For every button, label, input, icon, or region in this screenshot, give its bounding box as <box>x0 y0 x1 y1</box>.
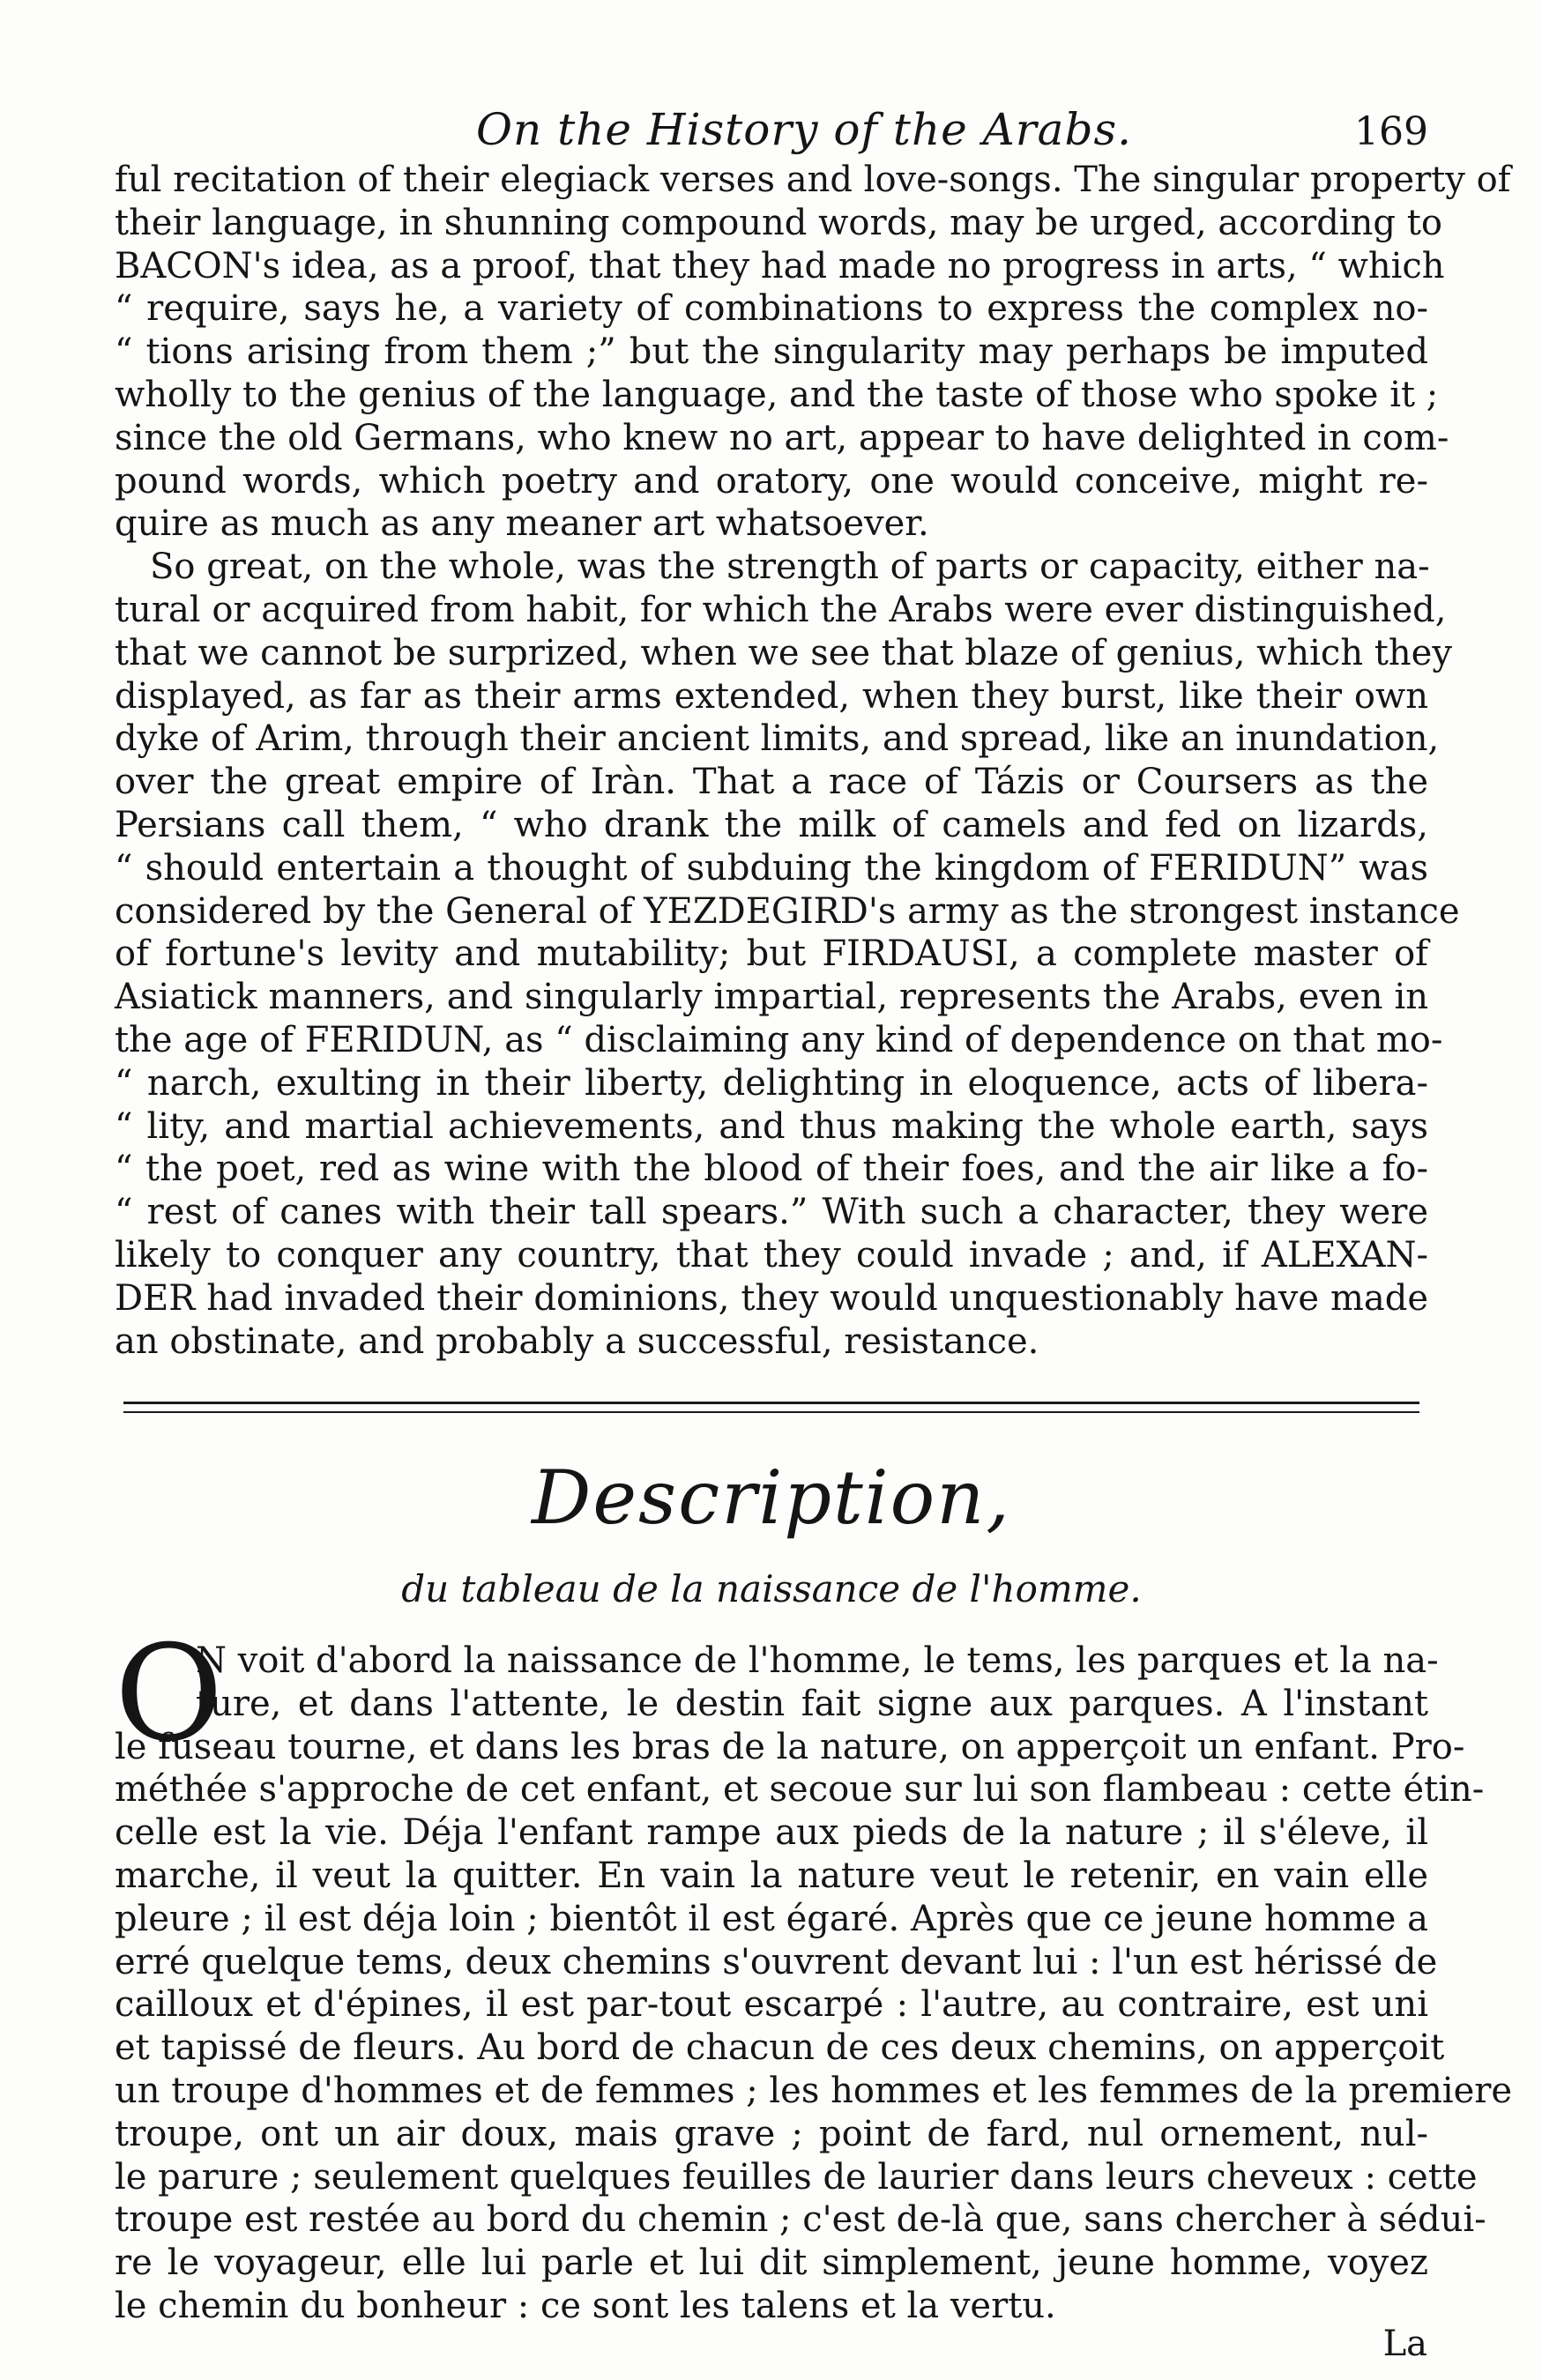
text-line: re le voyageur, elle lui parle et lui dit simplement, jeune homme, voyez <box>115 2242 1428 2284</box>
text-line: since the old Germans, who knew no art, appear to have delighted in com- <box>115 417 1449 458</box>
text-line: troupe est restée au bord du chemin ; c'est de-là que, sans chercher à sédui- <box>115 2199 1486 2241</box>
page-number: 169 <box>1354 109 1428 154</box>
text-line: an obstinate, and probably a successful, resistance. <box>115 1320 1039 1362</box>
text-line: the age of FERIDUN, as “ disclaiming any kind of dependence on that mo- <box>115 1019 1443 1060</box>
text-line: that we cannot be surprized, when we see that blaze of genius, which they <box>115 632 1452 673</box>
text-line: un troupe d'hommes et de femmes ; les hommes et les femmes de la premiere <box>115 2070 1513 2111</box>
text-line: troupe, ont un air doux, mais grave ; point de fard, nul ornement, nul- <box>115 2113 1428 2154</box>
text-line: quire as much as any meaner art whatsoever. <box>115 503 929 545</box>
text-line: le parure ; seulement quelques feuilles de laurier dans leurs cheveux : cette <box>115 2156 1478 2198</box>
text-line: Persians call them, “ who drank the milk of camels and fed on lizards, <box>115 804 1428 845</box>
text-line: So great, on the whole, was the strength of parts or capacity, either na- <box>150 547 1430 588</box>
text-line: “ tions arising from them ;” but the singularity may perhaps be imputed <box>115 331 1428 373</box>
text-line: “ rest of canes with their tall spears.” With such a character, they were <box>115 1192 1428 1233</box>
divider-rule <box>123 1402 1419 1404</box>
text-line: N voit d'abord la naissance de l'homme, le tems, les parques et la na- <box>196 1640 1439 1681</box>
text-line: likely to conquer any country, that they could invade ; and, if ALEXAN- <box>115 1234 1428 1276</box>
text-line: displayed, as far as their arms extended, when they burst, like their own <box>115 675 1428 717</box>
text-line: le fuseau tourne, et dans les bras de la nature, on apperçoit un enfant. Pro- <box>115 1726 1465 1767</box>
catchword: La <box>1382 2324 1427 2364</box>
text-line: marche, il veut la quitter. En vain la nature veut le retenir, en vain elle <box>115 1855 1428 1896</box>
text-line: cailloux et d'épines, il est par-tout escarpé : l'autre, au contraire, est uni <box>115 1984 1428 2026</box>
text-line: “ the poet, red as wine with the blood of their foes, and the air like a fo- <box>115 1149 1428 1190</box>
text-line: le chemin du bonheur : ce sont les talens et la vertu. <box>115 2285 1056 2326</box>
text-line: ture, et dans l'attente, le destin fait signe aux parques. A l'instant <box>196 1683 1428 1724</box>
section-title: Description, <box>532 1454 1011 1541</box>
text-line: tural or acquired from habit, for which the Arabs were ever distinguished, <box>115 589 1447 630</box>
text-line: ful recitation of their elegiack verses and love-songs. The singular property of <box>115 160 1511 200</box>
text-line: DER had invaded their dominions, they would unquestionably have made <box>115 1277 1428 1319</box>
section-subtitle: du tableau de la naissance de l'homme. <box>401 1567 1142 1610</box>
text-line: pound words, which poetry and oratory, one would conceive, might re- <box>115 460 1428 502</box>
text-line: over the great empire of Iràn. That a race of Tázis or Coursers as the <box>115 762 1428 803</box>
divider-rule <box>123 1411 1419 1413</box>
text-line: pleure ; il est déja loin ; bientôt il est égaré. Après que ce jeune homme a <box>115 1898 1428 1939</box>
text-line: “ require, says he, a variety of combinations to express the complex no- <box>115 288 1428 330</box>
page-header <box>115 104 1428 166</box>
section-divider <box>123 1402 1419 1420</box>
drop-cap: O <box>115 1618 223 1771</box>
text-line: of fortune's levity and mutability; but FIRDAUSI, a complete master of <box>115 933 1428 975</box>
text-line: wholly to the genius of the language, and the taste of those who spoke it ; <box>115 374 1439 415</box>
text-line: their language, in shunning compound words, may be urged, according to <box>115 202 1442 243</box>
text-line: et tapissé de fleurs. Au bord de chacun de ces deux chemins, on apperçoit <box>115 2027 1445 2069</box>
text-line: “ lity, and martial achievements, and thus making the whole earth, says <box>115 1105 1428 1147</box>
text-line: BACON's idea, as a proof, that they had made no progress in arts, “ which <box>115 245 1445 286</box>
section-arabs-text <box>115 159 1511 1363</box>
running-head: On the History of the Arabs. <box>476 104 1133 155</box>
text-line: considered by the General of YEZDEGIRD's army as the strongest instance <box>115 890 1460 932</box>
text-line: “ should entertain a thought of subduing the kingdom of FERIDUN” was <box>115 847 1428 889</box>
text-line: erré quelque tems, deux chemins s'ouvrent devant lui : l'un est hérissé de <box>115 1941 1438 1982</box>
text-line: “ narch, exulting in their liberty, delighting in eloquence, acts of libera- <box>115 1062 1428 1104</box>
text-line: Asiatick manners, and singularly impartial, represents the Arabs, even in <box>115 977 1428 1018</box>
text-line: dyke of Arim, through their ancient limits, and spread, like an inundation, <box>115 718 1440 760</box>
text-line: méthée s'approche de cet enfant, et secoue sur lui son flambeau : cette étin- <box>115 1769 1485 1811</box>
section-description-text <box>115 1640 1513 2328</box>
text-line: celle est la vie. Déja l'enfant rampe aux pieds de la nature ; il s'éleve, il <box>115 1812 1428 1854</box>
